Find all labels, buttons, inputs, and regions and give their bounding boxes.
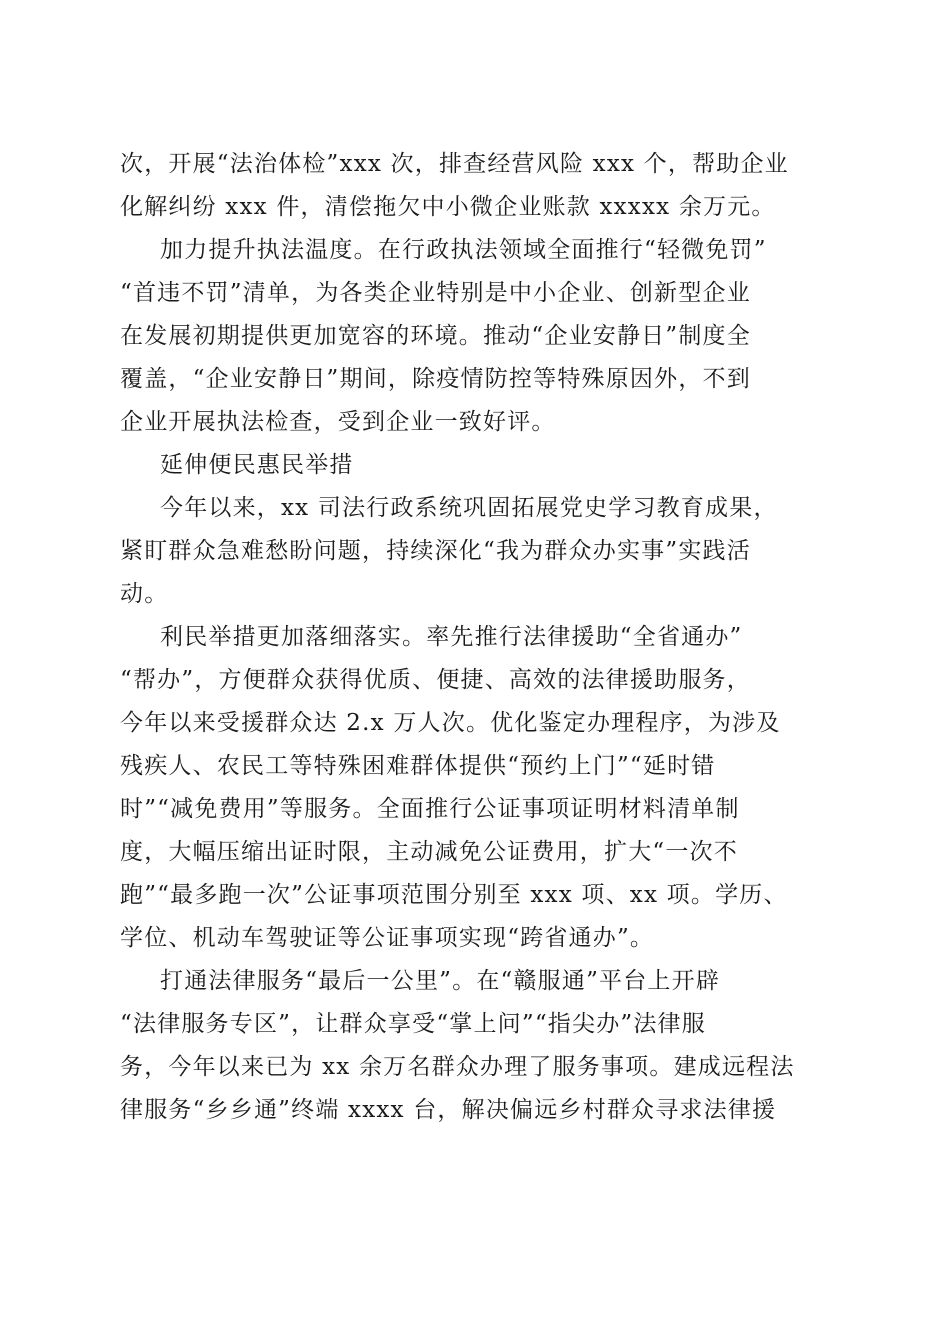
text-line: 律服务“乡乡通”终端 xxxx 台，解决偏远乡村群众寻求法律援 <box>120 1097 777 1123</box>
paragraph-heading: 加力提升执法温度。在行政执法领域全面推行“轻微免罚” <box>160 237 767 263</box>
paragraph-heading: 利民举措更加落细落实。率先推行法律援助“全省通办” <box>160 624 743 650</box>
text-line: 次，开展“法治体检”xxx 次，排查经营风险 xxx 个，帮助企业 <box>120 151 789 177</box>
text-line: 化解纠纷 xxx 件，清偿拖欠中小微企业账款 xxxxx 余万元。 <box>120 194 776 220</box>
text-line: 跑”“最多跑一次”公证事项范围分别至 xxx 项、xx 项。学历、 <box>120 882 788 908</box>
text-line: 残疾人、农民工等特殊困难群体提供“预约上门”“延时错 <box>120 753 716 779</box>
section-heading: 延伸便民惠民举措 <box>160 452 354 478</box>
paragraph-start: 今年以来，xx 司法行政系统巩固拓展党史学习教育成果， <box>160 495 778 521</box>
text-line: 务，今年以来已为 xx 余万名群众办理了服务事项。建成远程法 <box>120 1054 795 1080</box>
text-line: 覆盖，“企业安静日”期间，除疫情防控等特殊原因外，不到 <box>120 366 751 392</box>
text-line: 紧盯群众急难愁盼问题，持续深化“我为群众办实事”实践活 <box>120 538 751 564</box>
text-line: 学位、机动车驾驶证等公证事项实现“跨省通办”。 <box>120 925 655 951</box>
text-line: 时”“减免费用”等服务。全面推行公证事项证明材料清单制 <box>120 796 740 822</box>
text-line: 今年以来受援群众达 2.x 万人次。优化鉴定办理程序，为涉及 <box>120 710 781 736</box>
text-line: “帮办”，方便群众获得优质、便捷、高效的法律援助服务， <box>120 667 751 693</box>
text-line: 度，大幅压缩出证时限，主动减免公证费用，扩大“一次不 <box>120 839 738 865</box>
text-line: 在发展初期提供更加宽容的环境。推动“企业安静日”制度全 <box>120 323 751 349</box>
text-line: 企业开展执法检查，受到企业一致好评。 <box>120 409 556 435</box>
text-line: 动。 <box>120 581 169 607</box>
paragraph-heading: 打通法律服务“最后一公里”。在“赣服通”平台上开辟 <box>160 968 721 994</box>
text-line: “法律服务专区”，让群众享受“掌上问”“指尖办”法律服 <box>120 1011 706 1037</box>
text-line: “首违不罚”清单，为各类企业特别是中小企业、创新型企业 <box>120 280 751 306</box>
document-body <box>120 143 840 1132</box>
